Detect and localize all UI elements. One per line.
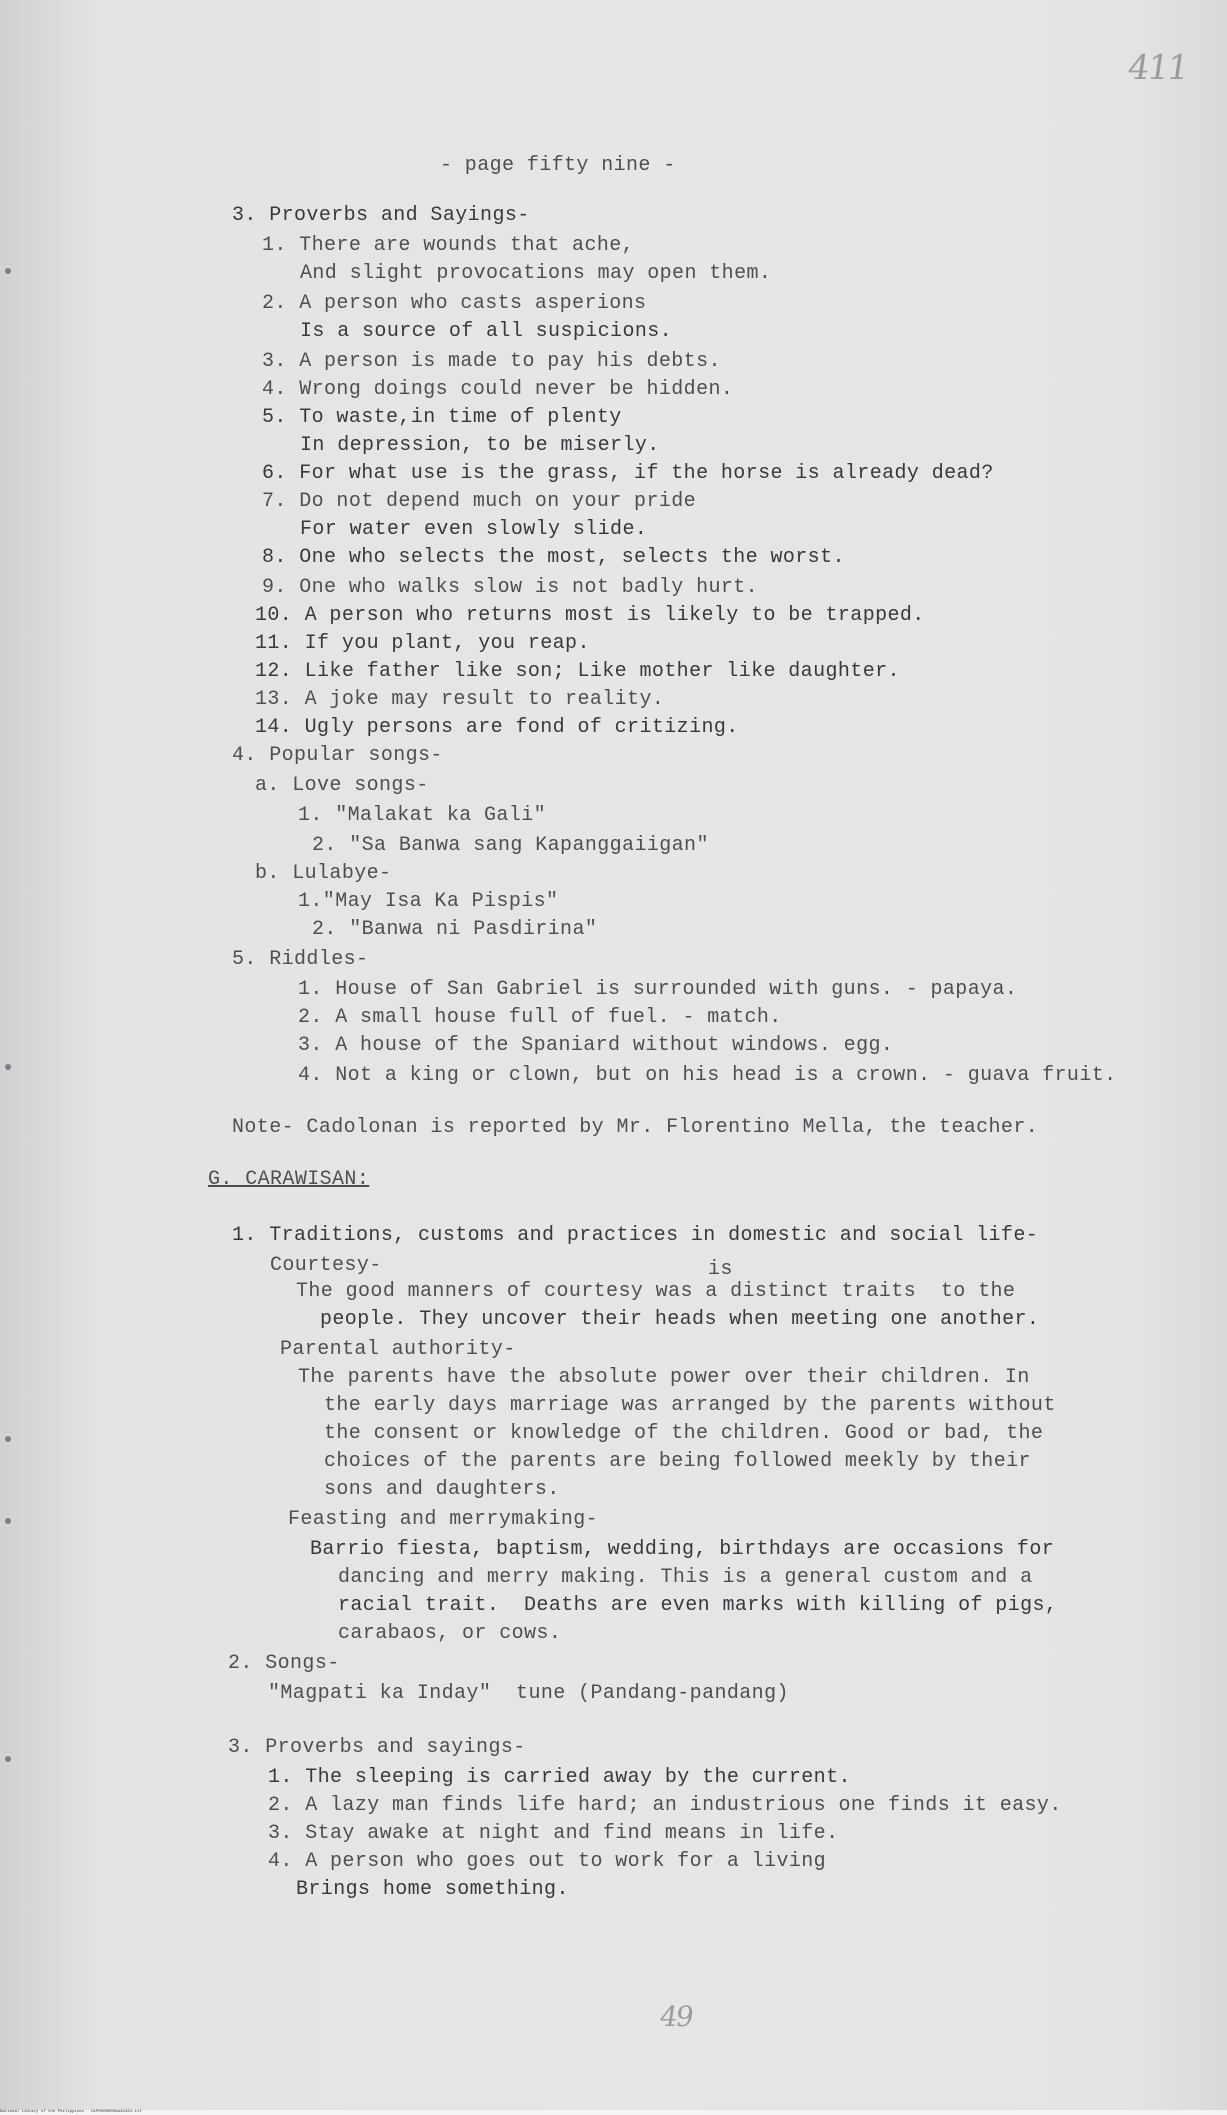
parental-text: sons and daughters. [324, 1478, 560, 1501]
proverb-line: 2. A lazy man finds life hard; an industrious one finds it easy. [268, 1794, 1062, 1817]
binder-hole [5, 1756, 11, 1762]
song-entry: "Magpati ka Inday" tune (Pandang-pandang) [268, 1682, 789, 1705]
proverb-line: 4. Wrong doings could never be hidden. [262, 378, 734, 401]
riddle-line: 3. A house of the Spaniard without windows. egg. [298, 1034, 894, 1057]
proverb-line: 11. If you plant, you reap. [255, 632, 590, 655]
proverb-line: 9. One who walks slow is not badly hurt. [262, 576, 759, 599]
parental-text: the early days marriage was arranged by the parents without [324, 1394, 1056, 1417]
proverb-line: 13. A joke may result to reality. [255, 688, 665, 711]
proverb-line: 3. A person is made to pay his debts. [262, 350, 721, 373]
proverbs-heading: 3. Proverbs and sayings- [228, 1736, 526, 1759]
note-line: Note- Cadolonan is reported by Mr. Florentino Mella, the teacher. [232, 1116, 1039, 1139]
feasting-text: dancing and merry making. This is a general custom and a [338, 1566, 1033, 1589]
courtesy-text: people. They uncover their heads when meeting one another. [320, 1308, 1040, 1331]
proverb-line: 5. To waste,in time of plenty [262, 406, 622, 429]
proverb-line: 12. Like father like son; Like mother like daughter. [255, 660, 900, 683]
parental-text: the consent or knowledge of the children. Good or bad, the [324, 1422, 1044, 1445]
proverb-line: For water even slowly slide. [300, 518, 648, 541]
riddle-line: 1. House of San Gabriel is surrounded with guns. - papaya. [298, 978, 1018, 1001]
binder-hole [5, 1518, 11, 1524]
parental-text: The parents have the absolute power over their children. In [298, 1366, 1030, 1389]
subheading: b. Lulabye- [255, 862, 392, 885]
section-heading: 5. Riddles- [232, 948, 369, 971]
songs-heading: 2. Songs- [228, 1652, 340, 1675]
section-heading: 3. Proverbs and Sayings- [232, 204, 530, 227]
section-heading: G. CARAWISAN: [208, 1168, 370, 1191]
song-title: 2. "Sa Banwa sang Kapanggaiigan" [312, 834, 709, 857]
riddle-line: 2. A small house full of fuel. - match. [298, 1006, 782, 1029]
courtesy-label: Courtesy- [270, 1254, 382, 1277]
section-heading: 4. Popular songs- [232, 744, 443, 767]
feasting-text: carabaos, or cows. [338, 1622, 562, 1645]
binder-hole [5, 1064, 11, 1070]
proverb-line: 3. Stay awake at night and find means in life. [268, 1822, 839, 1845]
proverb-line: Is a source of all suspicions. [300, 320, 673, 343]
parental-label: Parental authority- [280, 1338, 516, 1361]
proverb-line: 10. A person who returns most is likely to be trapped. [255, 604, 925, 627]
traditions-heading: 1. Traditions, customs and practices in domestic and social life- [232, 1224, 1039, 1247]
proverb-line: 1. There are wounds that ache, [262, 234, 635, 257]
feasting-text: racial trait. Deaths are even marks with killing of pigs, [338, 1594, 1058, 1617]
subheading: a. Love songs- [255, 774, 429, 797]
song-title: 2. "Banwa ni Pasdirina" [312, 918, 598, 941]
proverb-line: Brings home something. [296, 1878, 569, 1901]
proverb-line: 7. Do not depend much on your pride [262, 490, 697, 513]
page-title: - page fifty nine - [440, 154, 676, 177]
binder-hole [5, 268, 11, 274]
proverb-line: 14. Ugly persons are fond of critizing. [255, 716, 739, 739]
binder-hole [5, 1436, 11, 1442]
proverb-line: 4. A person who goes out to work for a living [268, 1850, 827, 1873]
proverb-line: In depression, to be miserly. [300, 434, 660, 457]
proverb-line: 6. For what use is the grass, if the horse is already dead? [262, 462, 994, 485]
courtesy-insert: is [708, 1258, 733, 1281]
courtesy-text: The good manners of courtesy was a distinct traits to the [296, 1280, 1016, 1303]
handwritten-folio-number: 49 [657, 2000, 694, 2033]
proverb-line: 8. One who selects the most, selects the worst. [262, 546, 845, 569]
feasting-text: Barrio fiesta, baptism, wedding, birthdays are occasions for [310, 1538, 1055, 1561]
riddle-line: 4. Not a king or clown, but on his head is a crown. - guava fruit. [298, 1064, 1117, 1087]
song-title: 1."May Isa Ka Pispis" [298, 890, 559, 913]
handwritten-page-number: 411 [1125, 48, 1190, 88]
proverb-line: 1. The sleeping is carried away by the current. [268, 1766, 851, 1789]
parental-text: choices of the parents are being followed meekly by their [324, 1450, 1031, 1473]
proverb-line: 2. A person who casts asperions [262, 292, 647, 315]
song-title: 1. "Malakat ka Gali" [298, 804, 547, 827]
proverb-line: And slight provocations may open them. [300, 262, 772, 285]
feasting-label: Feasting and merrymaking- [288, 1508, 599, 1531]
scan-footer: National Library of the Philippines HLP0000000AA33424.tif [0, 2110, 1227, 2115]
